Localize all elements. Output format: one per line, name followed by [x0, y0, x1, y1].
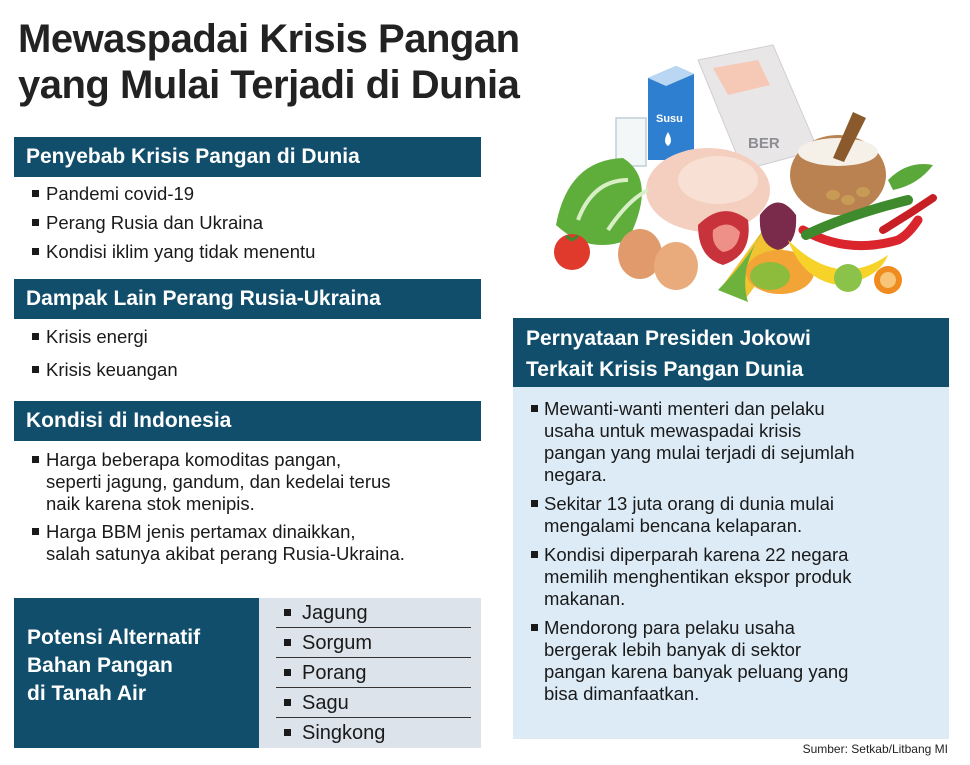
- list-item: [530, 398, 940, 486]
- list-item: [30, 521, 405, 565]
- line: salah satunya akibat perang Rusia-Ukraina.: [46, 543, 405, 564]
- list-item: Jagung: [276, 598, 471, 628]
- heading-line: Bahan Pangan: [27, 654, 173, 677]
- lime-icon: [834, 264, 862, 292]
- list-item: Kondisi iklim yang tidak menentu: [30, 237, 315, 266]
- penyebab-heading: Penyebab Krisis Pangan di Dunia: [14, 137, 481, 177]
- line: Sekitar 13 juta orang di dunia mulai: [544, 493, 835, 514]
- line: memilih menghentikan ekspor produk: [544, 566, 852, 587]
- list-item: [530, 493, 940, 537]
- heading-line: di Tanah Air: [27, 682, 147, 705]
- indonesia-heading: Kondisi di Indonesia: [14, 401, 481, 441]
- heading-line: Potensi Alternatif: [27, 626, 201, 649]
- pernyataan-list: [530, 398, 940, 712]
- line: Kondisi diperparah karena 22 negara: [544, 544, 849, 565]
- potensi-list: [276, 598, 471, 747]
- list-item: Singkong: [276, 718, 471, 747]
- page-title: [18, 16, 598, 108]
- heading-line: Pernyataan Presiden Jokowi: [526, 327, 811, 350]
- list-item: Porang: [276, 658, 471, 688]
- list-item: [530, 544, 940, 610]
- list-item: Pandemi covid-19: [30, 179, 315, 208]
- egg-icon: [654, 242, 698, 290]
- line: bisa dimanfaatkan.: [544, 683, 700, 704]
- list-item: Sorgum: [276, 628, 471, 658]
- potensi-heading: [14, 598, 259, 748]
- line: Harga BBM jenis pertamax dinaikkan,: [46, 521, 356, 542]
- line: Harga beberapa komoditas pangan,: [46, 449, 342, 470]
- herb-icon: [888, 164, 933, 190]
- list-item: Krisis energi: [30, 320, 178, 353]
- indonesia-list: [30, 449, 405, 571]
- line: naik karena stok menipis.: [46, 493, 255, 514]
- list-item: Krisis keuangan: [30, 353, 178, 386]
- penyebab-list: [30, 179, 315, 266]
- line: negara.: [544, 464, 607, 485]
- line: Mendorong para pelaku usaha: [544, 617, 795, 638]
- pernyataan-heading: [513, 318, 949, 387]
- list-item: Sagu: [276, 688, 471, 718]
- line: seperti jagung, gandum, dan kedelai terus: [46, 471, 391, 492]
- list-item: Perang Rusia dan Ukraina: [30, 208, 315, 237]
- line: usaha untuk mewaspadai krisis: [544, 420, 802, 441]
- line: bergerak lebih banyak di sektor: [544, 639, 802, 660]
- line: pangan yang mulai terjadi di sejumlah: [544, 442, 855, 463]
- line: mengalami bencana kelaparan.: [544, 515, 803, 536]
- list-item: [530, 617, 940, 705]
- line: makanan.: [544, 588, 626, 609]
- line: pangan karena banyak peluang yang: [544, 661, 849, 682]
- dampak-heading: Dampak Lain Perang Rusia-Ukraina: [14, 279, 481, 319]
- rice-sack-label: BER: [748, 135, 780, 152]
- list-item: [30, 449, 405, 515]
- title-line-2: yang Mulai Terjadi di Dunia: [18, 63, 520, 107]
- milk-label: Susu: [656, 113, 683, 125]
- food-illustration: [548, 40, 948, 302]
- line: Mewanti-wanti menteri dan pelaku: [544, 398, 825, 419]
- potensi-panel: [14, 598, 481, 748]
- source-credit: Sumber: Setkab/Litbang MI: [802, 742, 948, 756]
- title-line-1: Mewaspadai Krisis Pangan: [18, 17, 520, 61]
- heading-line: Terkait Krisis Pangan Dunia: [526, 358, 804, 381]
- dampak-list: [30, 320, 178, 386]
